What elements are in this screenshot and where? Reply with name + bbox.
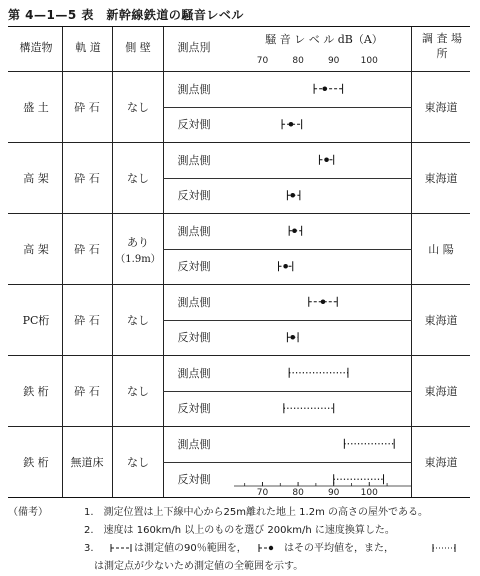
point-label: 測点側 <box>177 295 211 309</box>
point-label: 反対側 <box>177 260 211 274</box>
note-3-range: は測定値の90％範囲を， <box>134 543 247 554</box>
point-label: 反対側 <box>177 189 211 203</box>
header-wall: 側 壁 <box>125 41 151 54</box>
mean-dot <box>322 86 327 91</box>
track-cell: 砕 石 <box>74 171 100 185</box>
tick-label-top: 70 <box>256 56 269 66</box>
location-cell: 東海道 <box>424 171 458 185</box>
structure-cell: 鉄 桁 <box>23 384 49 398</box>
noise-chart <box>234 27 412 497</box>
mean-dot <box>292 228 297 233</box>
tick-label-top: 90 <box>327 56 340 66</box>
location-cell: 東海道 <box>424 100 458 114</box>
note-1: 1. 測定位置は上下線中心から25m離れた地上 1.2m の高さの屋外である。 <box>84 507 429 518</box>
wall-sub-cell: （1.9m） <box>115 253 161 265</box>
point-label: 反対側 <box>177 118 211 132</box>
mean-dot <box>290 335 295 340</box>
note-2: 2. 速度は 160km/h 以上のものを選び 200km/h に速度換算した。 <box>84 525 395 536</box>
point-label: 反対側 <box>177 331 211 345</box>
mean-dot <box>324 157 329 162</box>
header-point: 測点別 <box>177 41 211 54</box>
location-cell: 山 陽 <box>428 242 454 256</box>
mean-dot <box>290 193 295 198</box>
structure-cell: 鉄 桁 <box>23 455 49 469</box>
note-3-mean: はその平均値を，また， <box>284 543 394 554</box>
wall-cell: なし <box>127 384 149 398</box>
tick-label-top: 80 <box>292 56 304 66</box>
notes-label: （備考） <box>8 507 48 518</box>
tick-label-bottom: 70 <box>256 488 269 497</box>
tick-label-bottom: 80 <box>292 488 304 497</box>
point-label: 測点側 <box>177 224 211 238</box>
structure-cell: 高 架 <box>23 242 49 256</box>
track-cell: 砕 石 <box>74 242 100 256</box>
wall-cell: なし <box>127 313 149 327</box>
structure-cell: PC桁 <box>22 313 50 327</box>
structure-cell: 高 架 <box>23 171 49 185</box>
legend-range-icon <box>110 542 132 554</box>
legend-mean-icon <box>258 542 282 554</box>
wall-cell: なし <box>127 455 149 469</box>
mean-dot <box>283 264 288 269</box>
mean-dot <box>289 122 294 127</box>
header-structure: 構造物 <box>19 41 53 54</box>
location-cell: 東海道 <box>424 313 458 327</box>
legend-full-range-icon <box>432 542 456 554</box>
point-label: 測点側 <box>177 437 211 451</box>
point-label: 測点側 <box>177 82 211 96</box>
note-3-number: 3. <box>84 543 94 554</box>
track-cell: 砕 石 <box>74 100 100 114</box>
header-location: 調 査 場 所 <box>422 32 462 60</box>
header-track: 軌 道 <box>75 41 101 54</box>
tick-label-bottom: 100 <box>360 488 378 497</box>
note-3-full: は測定点が少ないため測定値の全範囲を示す。 <box>94 561 304 572</box>
noise-table <box>8 26 470 498</box>
location-cell: 東海道 <box>424 384 458 398</box>
wall-cell: あり <box>127 235 149 249</box>
track-cell: 無道床 <box>70 455 104 469</box>
header-noise: 騒 音 レ ベ ル dB（A） <box>265 33 383 46</box>
track-cell: 砕 石 <box>74 313 100 327</box>
wall-cell: なし <box>127 171 149 185</box>
location-cell: 東海道 <box>424 455 458 469</box>
point-label: 測点側 <box>177 153 211 167</box>
point-label: 反対側 <box>177 473 211 487</box>
mean-dot <box>321 299 326 304</box>
tick-label-top: 100 <box>360 56 378 66</box>
table-title: 第 4—1—5 表 新幹線鉄道の騒音レベル <box>8 8 244 22</box>
point-label: 測点側 <box>177 366 211 380</box>
track-cell: 砕 石 <box>74 384 100 398</box>
structure-cell: 盛 土 <box>23 100 49 114</box>
point-label: 反対側 <box>177 402 211 416</box>
tick-label-bottom: 90 <box>327 488 340 497</box>
wall-cell: なし <box>127 100 149 114</box>
